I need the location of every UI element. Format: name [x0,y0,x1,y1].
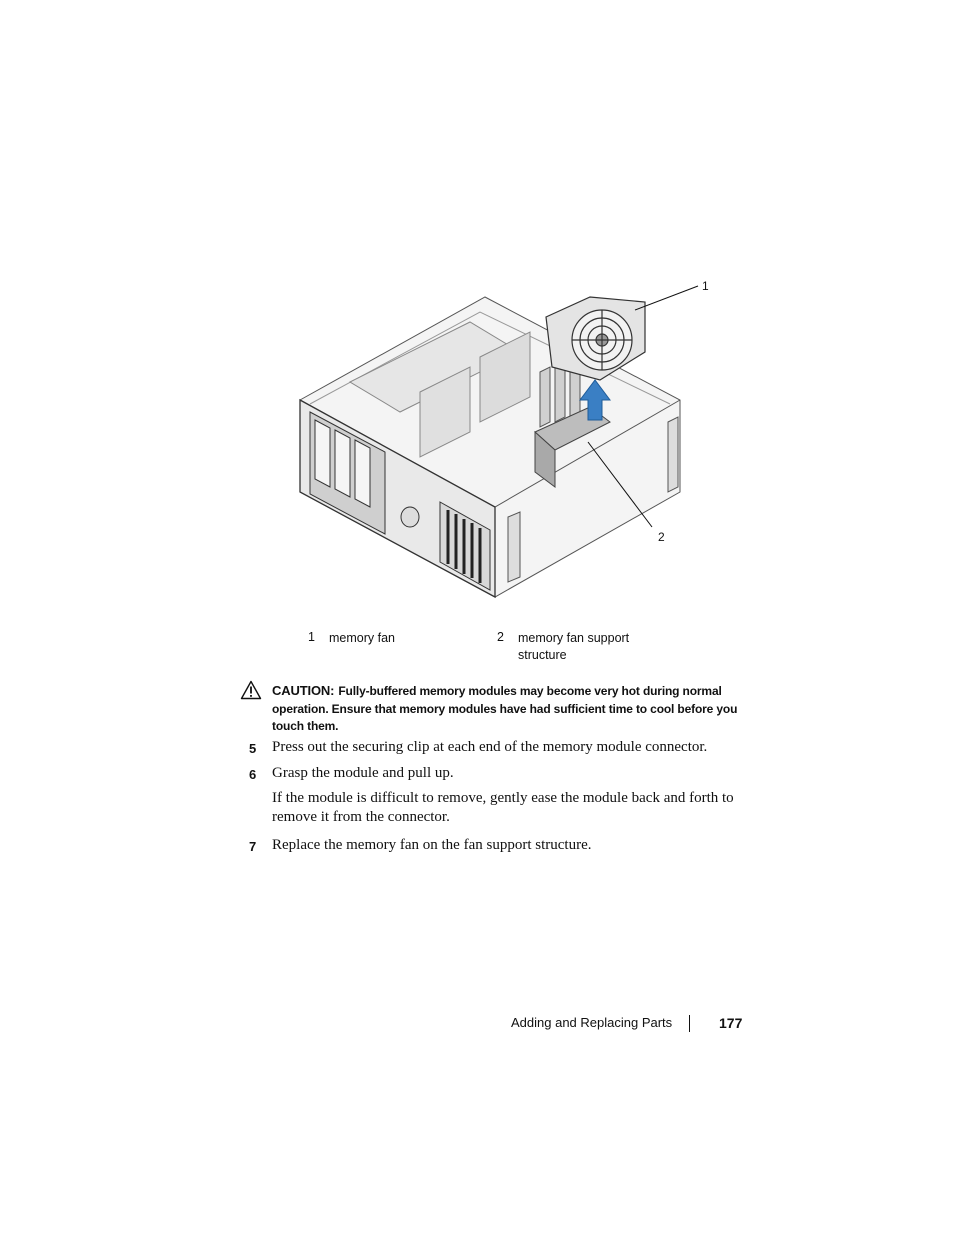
step-6-note: If the module is difficult to remove, gently ease the module back and forth to remove it from the connector. [272,790,734,825]
legend-label: memory fan support structure [518,631,630,662]
step-text: Replace the memory fan on the fan support structure. [272,837,592,853]
callout-1: 1 [702,279,709,293]
footer-section-title: Adding and Replacing Parts [511,1015,673,1030]
callout-2: 2 [658,530,665,544]
legend-number: 2 [497,630,504,644]
footer-divider [689,1015,690,1032]
legend-number: 1 [308,630,315,644]
caution-heading: CAUTION: [272,683,335,698]
computer-illustration [290,272,710,612]
legend-label: memory fan [329,631,395,645]
step-number: 7 [249,839,257,854]
step-text: Grasp the module and pull up. [272,765,454,781]
warning-triangle-icon [240,680,262,700]
caution-text: Fully-buffered memory modules may become very hot during normal operation. Ensure that memory modules have had sufficient time to cool before you touch them. [272,684,738,733]
step-number: 6 [249,767,257,782]
memory-fan-removal-drawing [290,272,710,612]
page-number: 177 [719,1015,743,1031]
step-text: Press out the securing clip at each end of the memory module connector. [272,739,708,755]
step-number: 5 [249,741,257,756]
